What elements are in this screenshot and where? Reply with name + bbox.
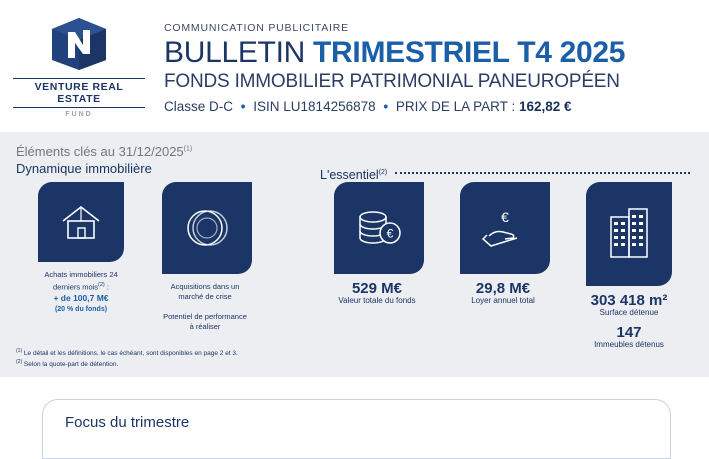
footnote-2-sup: (2) — [16, 358, 23, 365]
logo-block — [0, 10, 158, 124]
circles-icon — [162, 182, 252, 274]
building-logo-icon — [48, 16, 110, 72]
hand-euro-icon — [460, 182, 550, 274]
card-valeur-totale-fonds — [334, 182, 420, 306]
caption-text-2: Immeubles détenus — [594, 340, 664, 349]
caption-sup: (2) — [98, 282, 105, 288]
card-caption — [38, 270, 124, 315]
svg-text:€: € — [501, 209, 509, 225]
house-icon — [38, 182, 124, 262]
footnote-2-text: Selon la quote-part de détention. — [22, 361, 119, 368]
essentiel-header — [320, 168, 690, 182]
title-block — [158, 10, 709, 124]
footnote-1-text: Le détail et les définitions, le cas échéant, sont disponibles en page 2 et 3. — [22, 349, 238, 357]
card-accent-value: + de 100,7 M€ — [53, 292, 109, 303]
card-acquisitions-marche-crise — [162, 182, 248, 332]
essentiel-text: L'essentiel — [320, 168, 379, 182]
card-value: 29,8 M€ — [475, 280, 531, 297]
class-line — [164, 99, 709, 114]
price-label: PRIX DE LA PART : — [395, 99, 519, 114]
buildings-icon — [586, 182, 672, 286]
card-caption — [162, 282, 248, 332]
footnote-1-sup: (1) — [16, 347, 23, 354]
card-caption — [334, 280, 420, 306]
title-strong: TRIMESTRIEL T4 2025 — [313, 36, 626, 69]
footnotes — [16, 347, 238, 369]
caption-text: Loyer annuel total — [471, 296, 535, 305]
caption-text: Surface détenue — [599, 308, 659, 317]
card-accent-sub: (20 % du fonds) — [54, 305, 108, 313]
kicker: COMMUNICATION PUBLICITAIRE — [164, 22, 349, 34]
price-value: 162,82 € — [518, 99, 572, 114]
caption-text: Valeur totale du fonds — [338, 296, 416, 305]
card-caption — [586, 292, 672, 350]
logo-name: VENTURE REAL ESTATE — [13, 78, 145, 108]
page-title — [164, 36, 709, 70]
caption-text-2: Potentiel de performance à réaliser — [163, 312, 247, 331]
essentiel-label — [320, 168, 387, 182]
panel-title — [16, 144, 693, 159]
card-row — [16, 182, 693, 350]
svg-text:€: € — [386, 226, 394, 241]
caption-text: Achats immobiliers 24 derniers mois — [44, 270, 118, 292]
key-figures-panel — [0, 132, 709, 377]
page-subtitle: FONDS IMMOBILIER PATRIMONIAL PANEUROPÉEN — [164, 71, 620, 92]
footnote-1 — [16, 347, 238, 358]
panel-title-sup: (1) — [183, 145, 193, 153]
isin-label: ISIN LU1814256878 — [253, 99, 376, 114]
class-label: Classe D-C — [164, 99, 234, 114]
card-value: 303 418 m² — [590, 292, 668, 309]
caption-end: : — [104, 282, 109, 292]
card-surface-detenue — [586, 182, 672, 350]
document-header — [0, 0, 709, 132]
essentiel-sup: (2) — [378, 168, 388, 176]
card-loyer-annuel-total — [460, 182, 546, 306]
coins-euro-icon — [334, 182, 424, 274]
caption-text: Acquisitions dans un marché de crise — [170, 282, 240, 301]
card-value: 529 M€ — [351, 280, 403, 297]
focus-title: Focus du trimestre — [65, 414, 190, 431]
separator-dot-2: • — [383, 99, 389, 114]
card-value-2: 147 — [616, 324, 642, 341]
dotted-divider — [395, 172, 690, 174]
logo-subtitle: FUND — [65, 111, 93, 118]
panel-subtitle: Dynamique immobilière — [16, 161, 152, 176]
card-caption — [460, 280, 546, 306]
card-achats-immobiliers — [38, 182, 124, 315]
panel-title-text: Éléments clés au 31/12/2025 — [16, 144, 184, 159]
separator-dot-1: • — [240, 99, 246, 114]
footnote-2 — [16, 358, 238, 369]
title-plain: BULLETIN — [164, 36, 314, 69]
focus-section — [42, 399, 671, 459]
